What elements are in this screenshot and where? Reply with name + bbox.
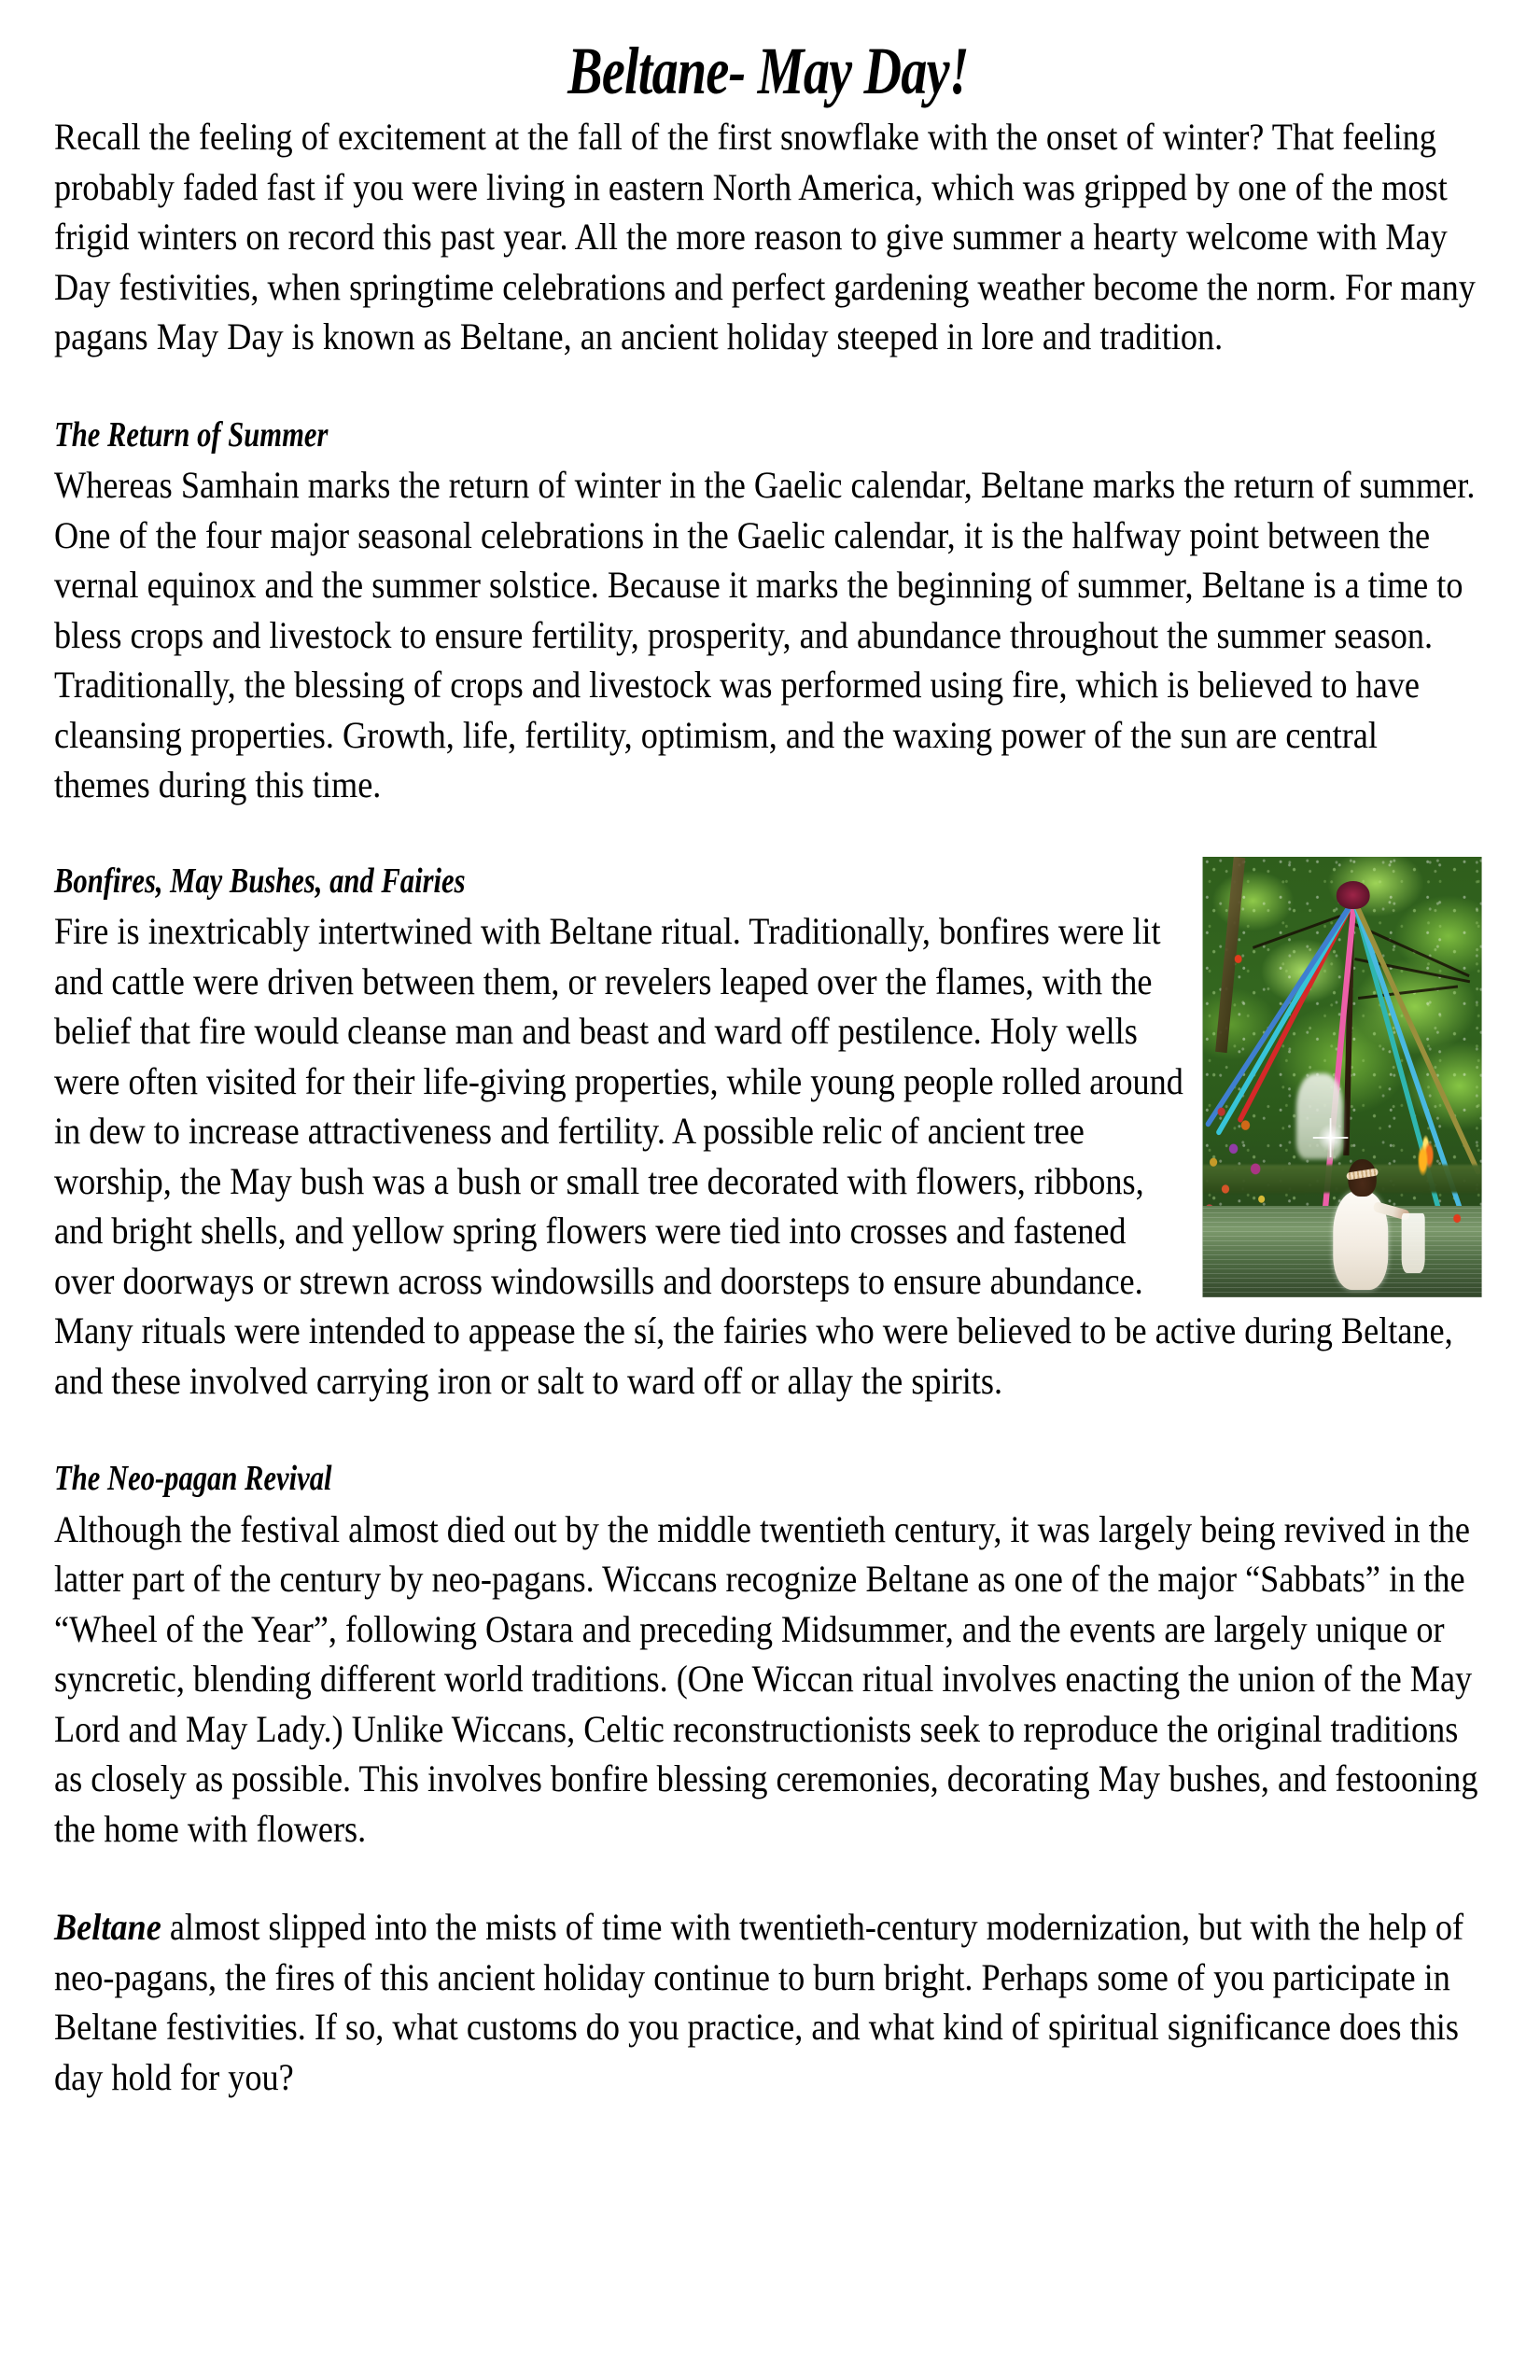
- section-heading-neo-pagan-revival: The Neo-pagan Revival: [54, 1459, 332, 1498]
- closing-text: almost slipped into the mists of time with twentieth-century modernization, but with the help of neo-pagans, the fires of this ancient holiday continue to burn bright. Perhaps some of you participate in Beltane festivities. If so, what customs do you practice, and what kind of spiritual significance does this day hold for you?: [54, 1906, 1464, 2098]
- light-sparkle: [1316, 1122, 1344, 1154]
- paragraph-spacer: [54, 1406, 1482, 1454]
- closing-paragraph: [54, 1902, 1482, 2102]
- section-body-neo-pagan-revival: Although the festival almost died out by the middle twentieth century, it was largely being revived in the latter part of the century by neo-pagans. Wiccans recognize Beltane as one of the major “Sabbats” in the “Wheel of the Year”, following Ostara and preceding Midsummer, and the events are largely unique or syncretic, blending different world traditions. (One Wiccan ritual involves enacting the union of the May Lord and May Lady.) Unlike Wiccans, Celtic reconstructionists seek to reproduce the original traditions as closely as possible. This involves bonfire blessing ceremonies, decorating May bushes, and festooning the home with flowers.: [54, 1507, 1478, 1850]
- paragraph-spacer: [54, 1854, 1482, 1902]
- butterfly-icon: [1235, 954, 1242, 964]
- veil-cloth: [1402, 1213, 1425, 1273]
- butterfly-icon: [1453, 1213, 1461, 1224]
- article-body: [54, 112, 1482, 2102]
- paragraph-spacer: [54, 810, 1482, 857]
- bonfire-flame: [1411, 1124, 1439, 1176]
- maypole-forest-photo: [1203, 857, 1482, 1297]
- section-body-return-of-summer: Whereas Samhain marks the return of winter in the Gaelic calendar, Beltane marks the return of summer. One of the four major seasonal celebrations in the Gaelic calendar, it is the halfway point between the vernal equinox and the summer solstice. Because it marks the beginning of summer, Beltane is a time to bless crops and livestock to ensure fertility, prosperity, and abundance throughout the summer season. Traditionally, the blessing of crops and livestock was performed using fire, which is believed to have cleansing properties. Growth, life, fertility, optimism, and the waxing power of the sun are central themes during this time.: [54, 464, 1476, 805]
- section-body-bonfires: Fire is inextricably intertwined with Beltane ritual. Traditionally, bonfires were lit and cattle were driven between them, or revelers leaped over the flames, with the belief that fire would cleanse man and beast and ward off pestilence. Holy wells were often visited for their life-giving properties, while young people rolled around in dew to increase attractiveness and fertility. A possible relic of ancient tree worship, the May bush was a bush or small tree decorated with flowers, ribbons, and bright shells, and yellow spring flowers were tied into crosses and fastened over doorways or strewn across windowsills and doorsteps to ensure abundance. Many rituals were intended to appease the sí, the fairies who were believed to be active during Beltane, and these involved carrying iron or salt to ward off or allay the spirits.: [54, 910, 1453, 1402]
- page-title: Beltane- May Day!: [567, 34, 969, 108]
- section-heading-return-of-summer: The Return of Summer: [54, 414, 329, 455]
- closing-lead-word: Beltane: [54, 1906, 161, 1948]
- illustration-figure: [1203, 857, 1482, 1297]
- intro-paragraph: Recall the feeling of excitement at the fall of the first snowflake with the onset of winter? That feeling probably faded fast if you were living in eastern North America, which was gripped by one of the most frigid winters on record this past year. All the more reason to give summer a hearty welcome with May Day festivities, when springtime celebrations and perfect gardening weather become the norm. For many pagans May Day is known as Beltane, an ancient holiday steeped in lore and tradition.: [54, 116, 1476, 357]
- woman-figure: [1328, 1154, 1396, 1297]
- section-heading-bonfires: Bonfires, May Bushes, and Fairies: [54, 861, 466, 901]
- paragraph-spacer: [54, 362, 1482, 411]
